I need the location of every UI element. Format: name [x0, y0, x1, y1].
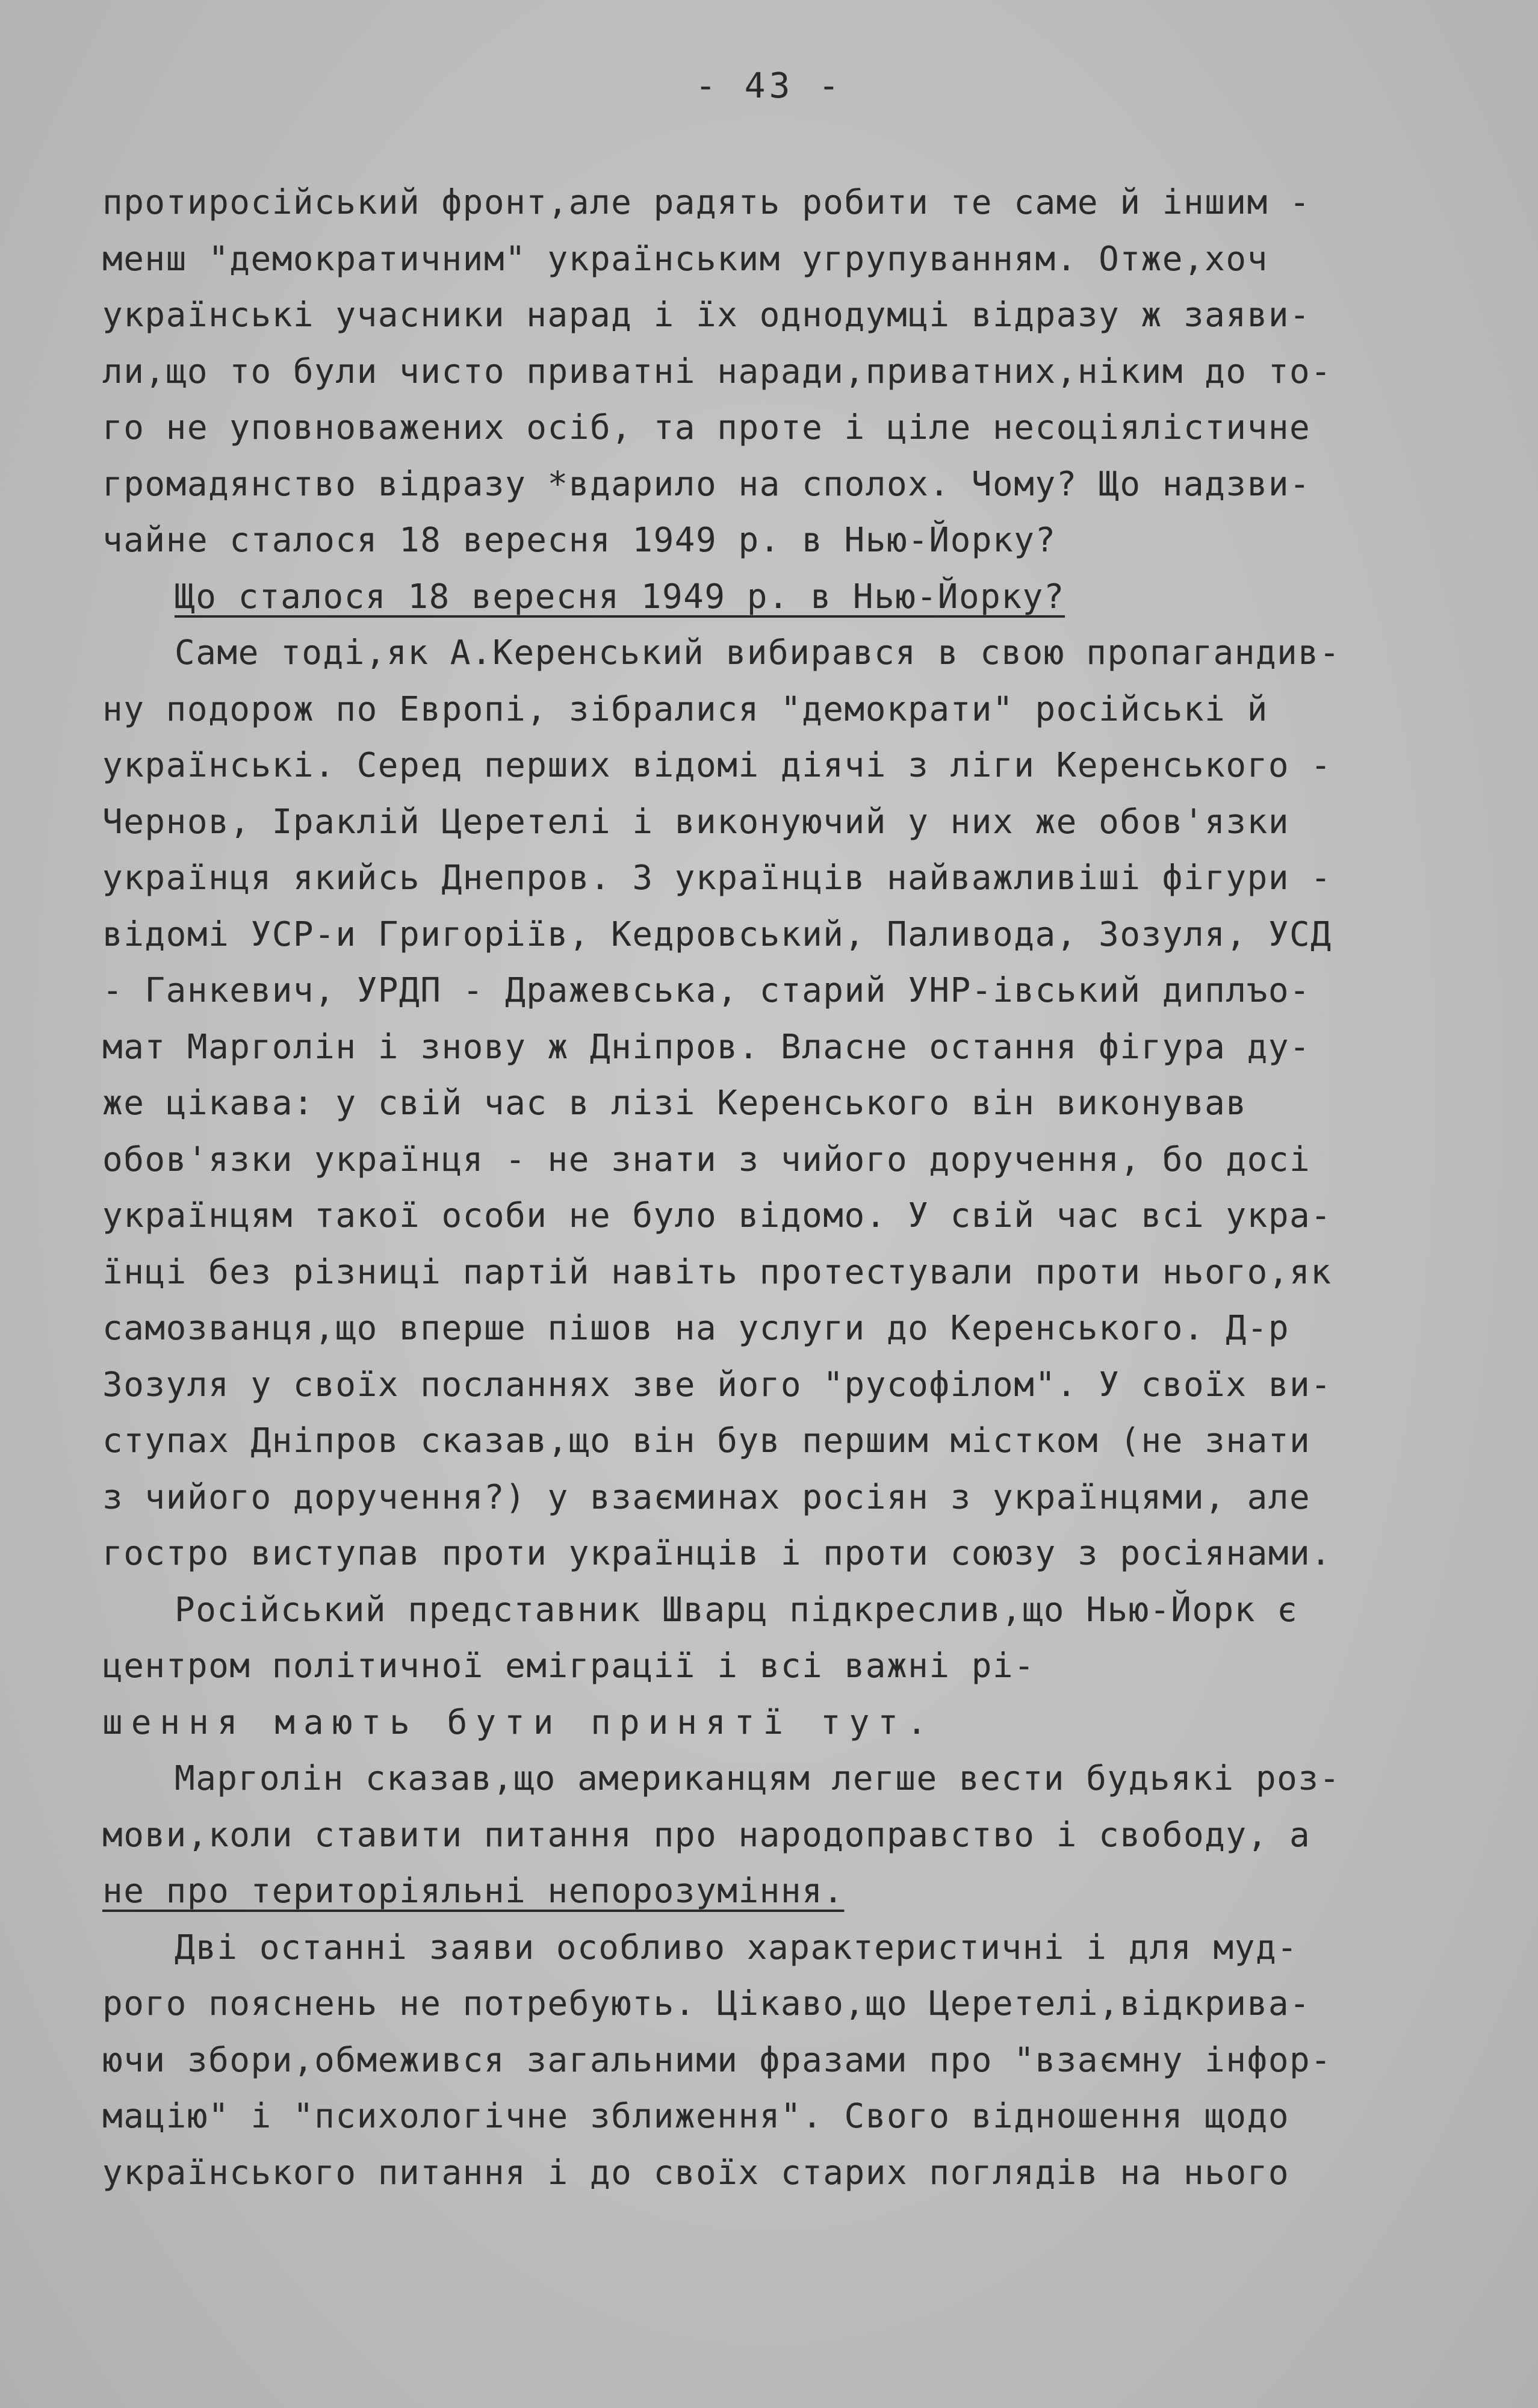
- text-line: чайне сталося 18 вересня 1949 р. в Нью-Йорку?: [102, 521, 1056, 560]
- section-heading-text: Що сталося 18 вересня 1949 р. в Нью-Йорку?: [175, 577, 1065, 616]
- underlined-line: [102, 1863, 1445, 1920]
- text-line: центром політичної еміграції і всі важні рі-: [102, 1646, 1035, 1686]
- text-line: громадянство відразу *вдарило на сполох. Чому? Що надзви-: [102, 464, 1311, 504]
- text-line: з чийого доручення?) у взаєминах росіян з українцями, але: [102, 1477, 1311, 1517]
- text-line: ли,що то були чисто приватні наради,приватних,ніким до то-: [102, 352, 1332, 391]
- text-line: ну подорож по Европі, зібралися "демократи" російські й: [102, 689, 1268, 729]
- text-line: гостро виступав проти українців і проти союзу з росіянами.: [102, 1534, 1332, 1573]
- text-line: ючи збори,обмежився загальними фразами про "взаємну інфор-: [102, 2040, 1332, 2080]
- text-line: Зозуля у своїх посланнях зве його "русофілом". У своїх ви-: [102, 1365, 1332, 1404]
- body-text: [102, 175, 1445, 2201]
- text-line: українського питання і до своїх старих поглядів на нього: [102, 2153, 1290, 2192]
- text-line: мацію" і "психологічне зближення". Свого відношення щодо: [102, 2097, 1290, 2136]
- text-line: Марголін сказав,що американцям легше вести будьякі роз-: [175, 1759, 1341, 1798]
- text-line: обов'язки українця - не знати з чийого доручення, бо досі: [102, 1140, 1311, 1179]
- text-line: ступах Дніпров сказав,що він був першим містком (не знати: [102, 1421, 1311, 1460]
- text-line: го не уповноважених осіб, та проте і ціле несоціялістичне: [102, 408, 1311, 447]
- text-line: українські учасники нарад і їх однодумці відразу ж заяви-: [102, 296, 1311, 335]
- text-line: шення мають бути принятї тут.: [102, 1702, 935, 1742]
- text-line: українцям такої особи не було відомо. У свій час всі укра-: [102, 1196, 1332, 1235]
- text-line: - Ганкевич, УРДП - Дражевська, старий УНР-івський диплъо-: [102, 971, 1311, 1010]
- text-line: же цікава: у свій час в лізі Керенського він виконував: [102, 1084, 1247, 1123]
- text-line: Дві останні заяви особливо характеристичні і для муд-: [175, 1928, 1298, 1967]
- text-line: менш "демократичним" українським угрупуванням. Отже,хоч: [102, 239, 1268, 279]
- text-line: протиросійський фронт,але радять робити те саме й іншим -: [102, 183, 1311, 222]
- underlined-text: не про територіяльні непорозуміння.: [102, 1872, 845, 1911]
- text-line: мови,коли ставити питання про народоправство і свободу, а: [102, 1815, 1311, 1855]
- text-line: українця якийсь Днепров. З українців найважливіші фігури -: [102, 858, 1332, 898]
- text-line: рого пояснень не потребують. Цікаво,що Церетелі,відкрива-: [102, 1984, 1311, 2023]
- text-line: українські. Серед перших відомі діячі з ліги Керенського -: [102, 746, 1332, 785]
- text-line: Чернов, Іраклій Церетелі і виконуючий у них же обов'язки: [102, 802, 1290, 842]
- text-line: самозванця,що вперше пішов на услуги до Керенського. Д-р: [102, 1309, 1290, 1348]
- section-heading: [102, 569, 1445, 625]
- text-line: Саме тоді,як А.Керенський вибирався в свою пропагандив-: [175, 633, 1341, 672]
- page-number: - 43 -: [695, 65, 843, 106]
- text-line: відомі УСР-и Григоріїв, Кедровський, Паливода, Зозуля, УСД: [102, 914, 1332, 954]
- text-line: мат Марголін і знову ж Дніпров. Власне остання фігура ду-: [102, 1027, 1311, 1067]
- text-line: їнці без різниці партій навіть протестували проти нього,як: [102, 1252, 1332, 1292]
- text-line: Російський представник Шварц підкреслив,що Нью-Йорк є: [175, 1590, 1298, 1630]
